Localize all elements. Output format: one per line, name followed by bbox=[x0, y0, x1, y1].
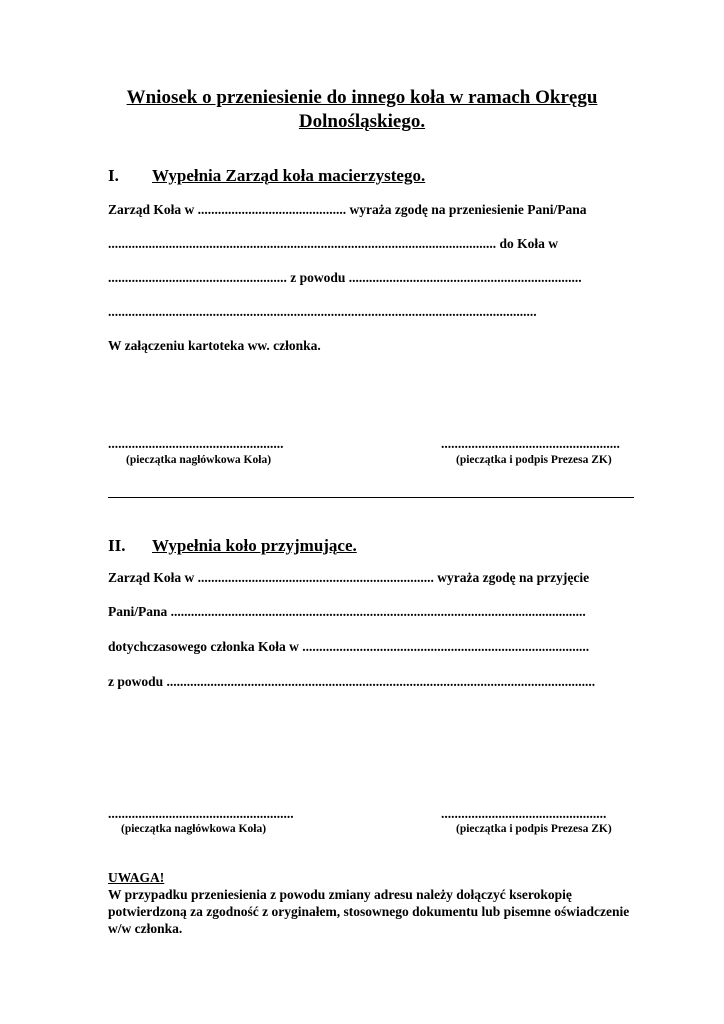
document-title-line2: Dolnośląskiego. bbox=[298, 111, 426, 132]
section-divider bbox=[108, 497, 634, 498]
warning-label: UWAGA! bbox=[108, 870, 165, 885]
section2-heading bbox=[108, 536, 508, 558]
document-title-line1: Wniosek o przeniesienie do innego koła w ramach Okręgu bbox=[126, 87, 598, 108]
section2-line3: dotychczasowego członka Koła w ..................................................................................... bbox=[108, 639, 590, 654]
section1-stamp-dots: .................................................... bbox=[108, 436, 284, 451]
section1-attachment-note: W załączeniu kartoteka ww. członka. bbox=[108, 338, 321, 353]
section1-signature-dots: ..................................................... bbox=[441, 436, 620, 451]
section2-line1: Zarząd Koła w ...................................................................... wyraża zgodę na przyjęcie bbox=[108, 570, 590, 585]
warning-note bbox=[108, 869, 648, 937]
section1-stamp-caption: (pieczątka nagłówkowa Koła) bbox=[126, 454, 272, 466]
section1-line4: ............................................................................................................................... bbox=[108, 304, 537, 319]
section2-stamp-dots: ....................................................... bbox=[108, 806, 294, 821]
section1-line1: Zarząd Koła w ............................................ wyraża zgodę na przeniesienie Pani/Pana bbox=[108, 202, 587, 217]
section1-line2: ................................................................................................................... do Koła w bbox=[108, 236, 559, 251]
warning-text: W przypadku przeniesienia z powodu zmiany adresu należy dołączyć kserokopię potwierdzoną za zgodność z oryginałem, stosownego dokumentu lub pisemne oświadczenie w/w członka. bbox=[108, 887, 630, 936]
section1-number: I. bbox=[108, 166, 119, 185]
section1-title: Wypełnia Zarząd koła macierzystego. bbox=[152, 166, 426, 185]
section2-signature-caption: (pieczątka i podpis Prezesa ZK) bbox=[456, 823, 612, 835]
section2-number: II. bbox=[108, 536, 126, 555]
section2-signature-dots: ................................................. bbox=[441, 806, 607, 821]
section2-stamp-caption: (pieczątka nagłówkowa Koła) bbox=[121, 823, 267, 835]
section2-line2: Pani/Pana ........................................................................................................................... bbox=[108, 604, 586, 619]
section2-title: Wypełnia koło przyjmujące. bbox=[152, 536, 357, 555]
section1-signature-caption: (pieczątka i podpis Prezesa ZK) bbox=[456, 454, 612, 466]
section1-line3: ..................................................... z powodu ..................................................................... bbox=[108, 270, 582, 285]
section2-line4: z powodu ............................................................................................................................... bbox=[108, 674, 596, 689]
section1-heading bbox=[108, 166, 508, 188]
